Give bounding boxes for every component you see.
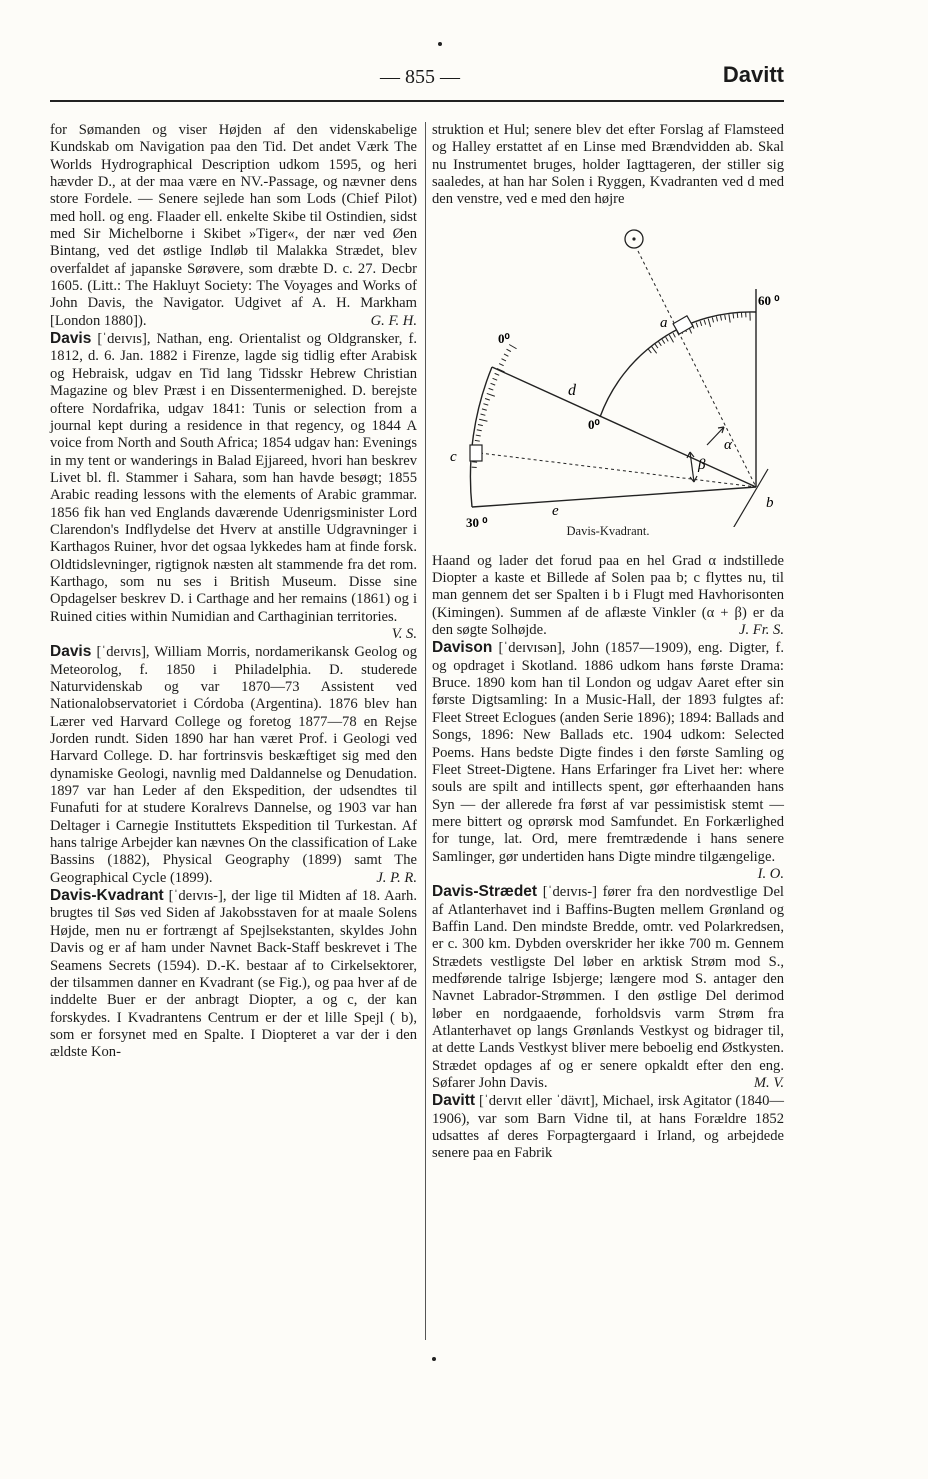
scale-tick (659, 341, 662, 345)
horizon-sight-line (480, 453, 756, 487)
diopter-a (673, 316, 693, 334)
scale-tick (509, 344, 516, 348)
scale-tick (716, 316, 717, 321)
scale-tick (475, 440, 480, 441)
label-e: e (552, 502, 559, 519)
figure-caption: Davis-Kvadrant. (566, 523, 650, 538)
entry-davis-kvadrant (50, 887, 417, 1061)
label-alpha: α (724, 436, 732, 453)
scale-tick (483, 403, 488, 404)
entry-headword: Davis-Kvadrant (50, 887, 164, 905)
scale-tick (662, 339, 665, 343)
right-column (432, 122, 784, 1163)
print-mark (438, 42, 442, 46)
scale-tick (487, 393, 495, 396)
scale-tick (673, 333, 675, 337)
author-signature: J. Fr. S. (739, 622, 784, 639)
entry-davis-nathan (50, 330, 417, 642)
scale-tick (712, 317, 713, 322)
scale-tick (482, 409, 487, 410)
entry-text: for Sømanden og viser Højden af den videnskabelige Kundskab om Navigation paa den Tid. Det andet Værk The Worlds Hydrographical Description udkom 1595, og heri hævder D., at der maa være en NV.-Passage, og nævner dens store Fordele. — Senere sejlede han som Lods (Chief Pilot) med holl. og eng. Flaader ell. enkelte Skibe til Ostindien, sidst med Sir Michelborne i Skibet »Tiger«, der nær ved Øen Bintang, ved det østlige Indløb til Malakka Strædet, blev overfaldet af japanske Sørøvere, som dræbte D. c. 27. Decbr 1605. (Litt.: The Hakluyt Society: The Voyages and Works of John Davis, the Navigator. Udgivet af A. H. Markham [London 1880]). (50, 122, 417, 329)
entry-headword: Davison (432, 639, 493, 657)
scale-tick (704, 320, 705, 325)
scale-tick (733, 313, 734, 318)
label-zero-top: 0⁰ (498, 330, 510, 346)
print-mark (432, 1357, 436, 1361)
header-rule (50, 100, 784, 102)
scale-tick (477, 429, 482, 430)
page-number: — 855 — (380, 66, 460, 88)
entry-davis-william (50, 643, 417, 887)
running-head: Davitt (722, 62, 784, 87)
scale-tick (493, 378, 498, 380)
label-b: b (766, 494, 774, 511)
label-thirty: 30 ⁰ (466, 514, 488, 527)
scale-tick (737, 313, 738, 318)
label-sixty: 60 ⁰ (758, 292, 780, 308)
scale-tick (485, 398, 490, 400)
scale-tick (666, 337, 669, 341)
entry-continuation (432, 553, 784, 640)
entry-text: [ˈdeɪvɪs], William Morris, nordamerikansk Geolog og Meteorolog, f. 1850 i Philadelphia. D. studerede Naturvidenskab og var 1870—73 Assistent ved Nationalobservatoriet i Córdoba (Argentina). 1876 blev han Lærer ved Harvard College og foretog 1877—78 en Rejse Jorden rundt. Siden 1890 har han været Prof. i Geologi ved Harvard College. D. har fortrinsvis beskæftiget sig med den dynamiske Geologi, navnlig med Daldannelse og Denudation. 1897 var han Leder af den Ekspedition, der udsendtes til Funafuti for at studere Koralrevs Dannelse, og 1903 var han Deltager i Carnegie Instituttets Ekspedition til Turkestan. Af hans talrige Arbejder kan nævnes On the classification of Lake Bassins (1882), Physical Geography (1899) samt The Geographical Cycle (1899). (50, 644, 417, 886)
label-zero-mid: 0⁰ (588, 416, 600, 432)
scale-tick (480, 414, 485, 415)
label-d: d (568, 381, 576, 399)
scale-tick (507, 349, 511, 351)
scale-tick (476, 435, 481, 436)
sun-ray (638, 251, 756, 487)
alpha-arrow (707, 427, 724, 445)
sight-line-d (492, 367, 756, 487)
davis-quadrant-figure (432, 217, 784, 547)
author-signature: M. V. (753, 1075, 784, 1092)
entry-text: [ˈdeɪvɪs], Nathan, eng. Orientalist og Oldgransker, f. 1812, d. 6. Jan. 1882 i Firenze, lagde sig tidlig efter Arabisk og Hebraisk, udgav en Tid lang Tidsskr Hebrew Christian Magazine og blev Præst i en Dissentermenighed. D. berejste oftere Nordafrika, udgav 1841: Tunis or selection from a journal kept during a residence in that regency, og 1844 A voice from North and South Africa; 1854 udgav han: Evenings in my tent or wanderings in Balad Ejjareed, hvori han beskrev Livet bl. fl. Stammer i Sahara, som han havde besøgt; 1855 Arabic reading lessons with the elements of Arabic grammar. 1856 fik han ved Englands daværende Udenrigsminister Lord Clarendon's Indflydelse det Hverv at anstille Udgravninger i Karthagos Ruiner, hvor det ogsaa lykkedes ham at finde forsk. Oldtidslevninger, rigtignok næsten alt stammende fra det rom. Karthago, som nu ses i British Museum. Disse sine Opdagelser beskrev D. i Carthage and her remains (1861) og i Ruined cities within Numidian and Carthaginian territories. (50, 331, 417, 625)
quadrant-diagram (432, 217, 784, 527)
entry-text: Haand og lader det forud paa en hel Grad α indstillede Diopter a kaste et Billede af Solen paa b; c flyttes nu, til man gennem det ser Spalten i b i Flugt med Havhorisonten (Kimingen). Summen af de aflæste Vinkler (α + β) er da den søgte Solhøjde. (432, 552, 784, 639)
author-signature: J. P. R. (376, 869, 417, 886)
diopter-c (470, 445, 482, 461)
entry-text: [ˈdeɪvɪsən], John (1857—1909), eng. Digter, f. og opdraget i Skotland. 1886 udkom hans første Drama: Bruce. 1890 kom han til London og udgav Aaret efter sin første Digtsamling: In a Music-Hall, der 1893 fulgtes af: Fleet Street Eclogues (anden Serie 1896); 1894: Ballads and Songs, 1896: New Ballads etc. 1904 udkom: Selected Poems. Hans bedste Digte findes i den første Samling og Fleet Street-Digtene. Hans Erfaringer fra Livet her: where souls are spilt and intillects spent, gør efterhaanden hans Syn — der allerede fra først af var pessimistisk stemt — mere bittert og oprørsk mod Samfundet. En Forkærlighed for tunge, lat. Ord, mere fremtrædende i hans senere Samlinger, gør undertiden hans Digte mindre tilgængelige. (432, 640, 784, 865)
page-header (50, 62, 784, 96)
scale-tick (708, 318, 710, 326)
scale-tick (655, 344, 658, 348)
scale-tick (729, 314, 730, 322)
label-beta: β (698, 456, 706, 473)
entry-headword: Davis (50, 643, 92, 661)
scale-tick (652, 346, 657, 353)
entry-text: [ˈdeɪvɪt eller ˈdävɪt], Michael, irsk Agitator (1840—1906), var som Barn Vidne til, at hans Forældre 1852 udsattes af deres Forpagtergaard i Irland, og arbejdede senere paa en Fabrik (432, 1093, 784, 1162)
baseline-e (472, 487, 756, 507)
scale-tick (648, 349, 651, 353)
label-c: c (450, 448, 457, 465)
label-a: a (660, 314, 668, 331)
scale-tick (478, 424, 483, 425)
scale-tick (700, 321, 702, 326)
scale-tick (721, 315, 722, 320)
left-column (50, 122, 417, 1062)
entry-text: [ˈdeɪvɪs-], der lige til Midten af 18. Aarh. brugtes til Søs ved Siden af Jakobsstaven for at maale Solens Højde, men nu er fortrængt af Spejlsekstanten, skyldes John Davis og er af ham under Navnet Back-Staff beskrevet i The Seamens Secrets (1594). D.-K. bestaar af to Cirkelsektorer, der tilsammen danner en Kvadrant (se Fig.), og paa hver af de inddelte Buer er der anbragt Diopter, a og c, der kan forskydes. I Kvadrantens Centrum er der et lille Spejl ( b), som er forsynet med en Spalte. I Diopteret a var der i den ældste Kon- (50, 888, 418, 1061)
sun-center (632, 237, 635, 240)
entry-headword: Davis-Strædet (432, 883, 538, 901)
author-signature: G. F. H. (370, 312, 417, 329)
scale-tick (669, 335, 673, 342)
scale-tick (502, 358, 506, 360)
entry-davis-straedet (432, 883, 784, 1092)
scale-tick (504, 354, 508, 356)
entry-text: struktion et Hul; senere blev det efter Forslag af Flamsteed og Halley erstattet af en Linse med Brændvidden ab. Skal nu Instrumentet bruges, holder Iagttageren, der stiller sig saaledes, at han har Solen i Ryggen, Kvadranten ved d med den venstre, ved e med den højre (432, 122, 784, 208)
author-signature: I. O. (757, 865, 784, 882)
author-signature: V. S. (391, 625, 417, 642)
scale-tick (696, 322, 698, 327)
scale-tick (491, 383, 496, 385)
entry-text: [ˈdeɪvɪs-] fører fra den nordvestlige Del af Atlanterhavet ind i Baffins-Bugten mellem Grønland og Baffin Land. Den mindste Bredde, omtr. ved Polarkredsen, er c. 300 km. Dybden overskrider her ikke 700 m. Gennem Strædets vestligste Del løber en arktisk Strøm mod S., medførende talrige Isbjerge; længere mod S. antager den Navnet Labrador-Strømmen. I den østlige Del derimod løber en nordgaaende, forholdsvis varm Strøm fra Atlanterhavet op langs Grønlands Vestkyst og bidrager til, at dette Lands Vestkyst bliver mere beboelig end Østkysten. Strædet opdages af og er senere opkaldt efter den eng. Søfarer John Davis. (432, 884, 784, 1092)
entry-continuation (432, 122, 784, 209)
scale-tick (479, 419, 487, 421)
scale-tick (725, 315, 726, 320)
entry-davitt (432, 1092, 784, 1162)
entry-headword: Davitt (432, 1092, 476, 1110)
entry-davison (432, 639, 784, 882)
scale-tick (489, 388, 494, 390)
scale-tick (495, 373, 500, 375)
scale-tick (499, 363, 504, 365)
column-divider (425, 122, 426, 1340)
entry-continuation (50, 122, 417, 330)
entry-headword: Davis (50, 330, 92, 348)
